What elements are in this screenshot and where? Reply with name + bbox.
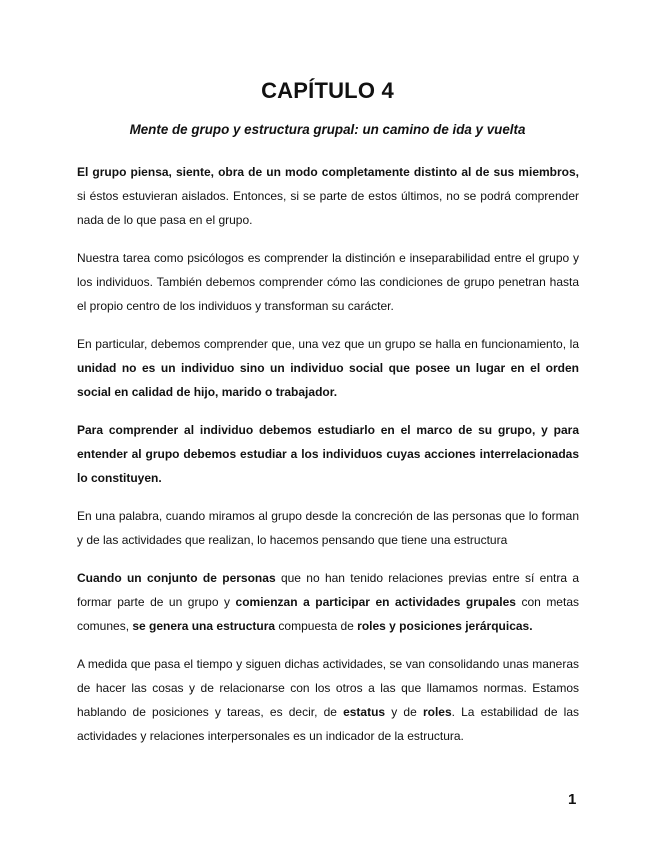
bold-text: unidad no es un individuo sino un individuo social que posee un lugar en el orden social en calidad de hijo, marido o trabajador. xyxy=(77,361,579,399)
bold-text: roles y posiciones jerárquicas. xyxy=(357,619,533,633)
paragraph-7 xyxy=(77,652,579,748)
chapter-title: CAPÍTULO 4 xyxy=(261,78,394,103)
body-text xyxy=(77,160,579,762)
bold-text: roles xyxy=(422,705,452,719)
text: con metas comunes, xyxy=(77,595,579,633)
text: compuesta de xyxy=(275,619,358,633)
text: si éstos estuvieran aislados. Entonces, si se parte de estos últimos, no se podrá comprender nada de lo que pasa en el grupo. xyxy=(77,189,579,227)
chapter-subtitle: Mente de grupo y estructura grupal: un camino de ida y vuelta xyxy=(129,122,526,137)
text: En una palabra, cuando miramos al grupo desde la concreción de las personas que lo forman y de las actividades que realizan, lo hacemos pensando que tiene una estructura xyxy=(77,509,579,547)
paragraph-4 xyxy=(77,418,579,490)
text: y de xyxy=(385,705,423,719)
bold-text: se genera una estructura xyxy=(132,619,276,633)
bold-text: comienzan a participar en actividades grupales xyxy=(235,595,516,609)
paragraph-3 xyxy=(77,332,579,404)
bold-text: Para comprender al individuo debemos estudiarlo en el marco de su grupo, y para entender al grupo debemos estudiar a los individuos cuyas acciones interrelacionadas lo constituyen. xyxy=(77,423,579,485)
page-number: 1 xyxy=(568,791,577,808)
bold-text: estatus xyxy=(343,705,386,719)
paragraph-2 xyxy=(77,246,579,318)
text: que no han tenido relaciones previas entre sí entra a formar parte de un grupo y xyxy=(77,571,579,609)
bold-text: El grupo piensa, siente, obra de un modo completamente distinto al de sus miembros, xyxy=(77,165,579,179)
paragraph-6 xyxy=(77,566,579,638)
bold-text: Cuando un conjunto de personas xyxy=(77,571,276,585)
text: Nuestra tarea como psicólogos es comprender la distinción e inseparabilidad entre el grupo y los individuos. También debemos comprender cómo las condiciones de grupo penetran hasta el propio centro de los individuos y transforman su carácter. xyxy=(77,251,579,313)
paragraph-5 xyxy=(77,504,579,552)
paragraph-1 xyxy=(77,160,579,232)
text: . La estabilidad de las actividades y relaciones interpersonales es un indicador de la estructura. xyxy=(77,705,579,743)
text: A medida que pasa el tiempo y siguen dichas actividades, se van consolidando unas maneras de hacer las cosas y de relacionarse con los otros a las que llamamos normas. Estamos hablando de posiciones y tareas, es decir, de xyxy=(77,657,579,719)
text: En particular, debemos comprender que, una vez que un grupo se halla en funcionamiento, la xyxy=(77,337,579,351)
